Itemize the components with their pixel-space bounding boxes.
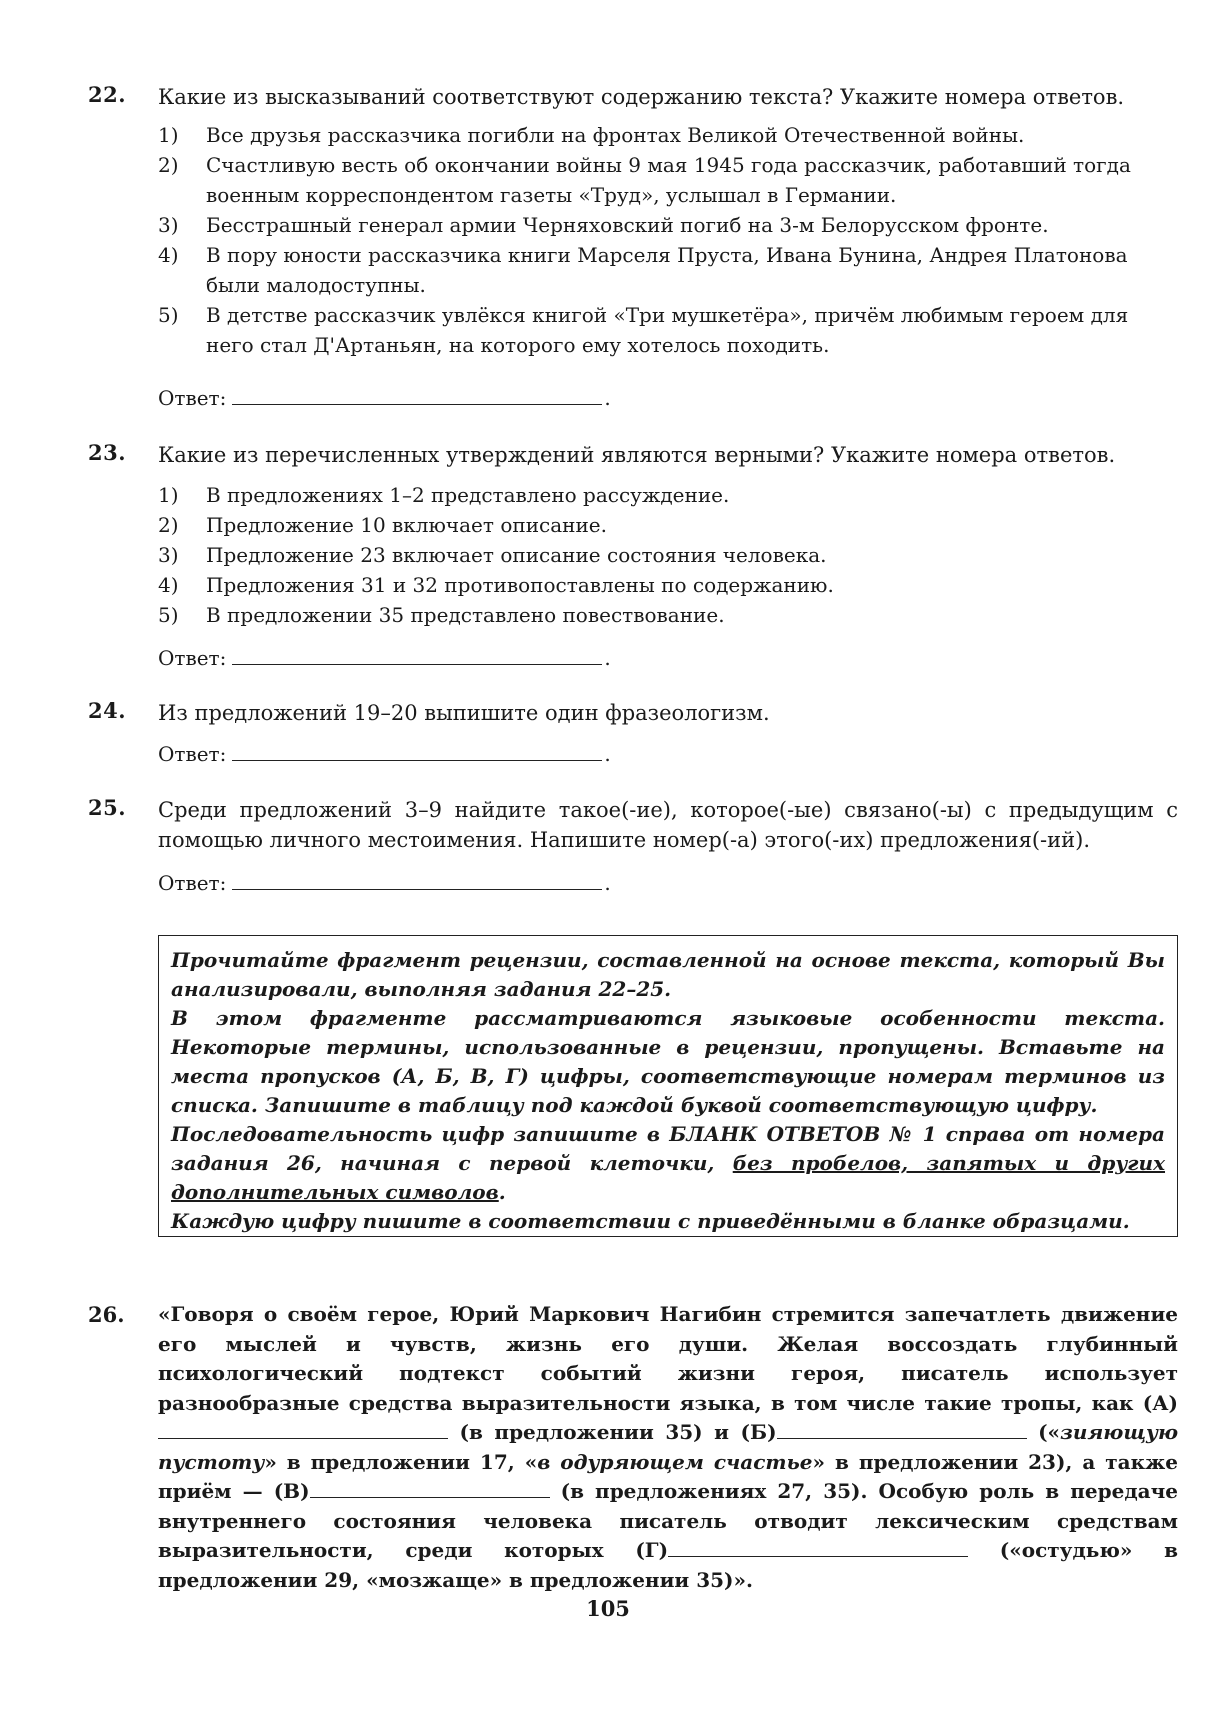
option-text: Предложение 23 включает описание состояния человека. <box>206 543 827 567</box>
option <box>158 600 1178 630</box>
answer-label: Ответ: <box>158 742 227 766</box>
task-question: Какие из высказываний соответствуют содержанию текста? Укажите номера ответов. <box>158 85 1125 109</box>
task-number: 22. <box>88 82 127 107</box>
review-quote: в одуряющем счастье <box>537 1449 813 1474</box>
review-quote: зияющую пустоту <box>158 1420 1178 1474</box>
option-number: 1) <box>158 123 179 147</box>
answer-field[interactable] <box>232 382 602 405</box>
review-text: » в предложении 17, « <box>264 1449 538 1474</box>
instruction-text: . <box>498 1180 506 1204</box>
gap-g[interactable] <box>668 1538 968 1557</box>
task-number: 23. <box>88 440 127 465</box>
instruction-paragraph: Прочитайте фрагмент рецензии, составленной на основе текста, который Вы анализировали, выполняя задания 22–25. <box>171 948 1165 1001</box>
page-number: 105 <box>586 1596 630 1621</box>
answer-label: Ответ: <box>158 646 227 670</box>
review-text: «Говоря о своём герое, Юрий Маркович Нагибин стремится запечатлеть движение его мыслей и чувств, жизнь его души. Желая воссоздать глубинный психологический подтекст событий жизни героя, писатель использует разнообразные средства выразительности языка, в том числе такие тропы, как (А) <box>158 1302 1178 1415</box>
option <box>158 570 1178 600</box>
review-text: (в предложении 35) и (Б) <box>448 1420 777 1444</box>
instruction-paragraph: Каждую цифру пишите в соответствии с приведёнными в бланке образцами. <box>171 1209 1130 1233</box>
answer-row <box>158 382 611 413</box>
review-text: (« <box>1026 1420 1061 1444</box>
instruction-text: Последовательность цифр запишите в БЛАНК ОТВЕТОВ № 1 справа от номера задания 26, начиная с первой клеточки, <box>171 1122 1165 1175</box>
option-text: В предложениях 1–2 представлено рассуждение. <box>206 483 730 507</box>
option <box>158 240 1178 300</box>
option-number: 4) <box>158 573 179 597</box>
gap-b[interactable] <box>777 1420 1027 1439</box>
task-question: Из предложений 19–20 выпишите один фразеологизм. <box>158 701 770 725</box>
task-number: 26. <box>88 1302 125 1327</box>
answer-row <box>158 867 611 898</box>
option <box>158 210 1178 240</box>
option-number: 1) <box>158 483 179 507</box>
task-question: Среди предложений 3–9 найдите такое(-ие), которое(-ые) связано(-ы) с предыдущим с помощью личного местоимения. Напишите номер(-а) этого(-их) предложения(-ий). <box>158 798 1178 852</box>
task-question: Какие из перечисленных утверждений являются верными? Укажите номера ответов. <box>158 443 1116 467</box>
option-text: Бесстрашный генерал армии Черняховский погиб на 3-м Белорусском фронте. <box>206 213 1049 237</box>
option-number: 5) <box>158 303 179 327</box>
option <box>158 510 1178 540</box>
answer-label: Ответ: <box>158 871 227 895</box>
option-text: В детстве рассказчик увлёкся книгой «Три мушкетёра», причём любимым героем для него стал Д'Артаньян, на которого ему хотелось походить. <box>206 303 1129 357</box>
answer-field[interactable] <box>232 642 602 665</box>
option-text: В предложении 35 представлено повествование. <box>206 603 725 627</box>
task-number: 24. <box>88 698 127 723</box>
review-text: » в предложении 23), а также приём — (В) <box>158 1449 1178 1503</box>
task-26-text <box>158 1300 1178 1595</box>
review-text: (в предложениях 27, 35). Особую роль в передаче внутреннего состояния человека писатель отводит лексическим средствам выразительности, среди которых (Г) <box>158 1479 1178 1562</box>
answer-row <box>158 642 611 673</box>
option <box>158 300 1178 360</box>
option-number: 2) <box>158 153 179 177</box>
option-text: Счастливую весть об окончании войны 9 мая 1945 года рассказчик, работавший тогда военным корреспондентом газеты «Труд», услышал в Германии. <box>206 153 1131 207</box>
option-text: Предложение 10 включает описание. <box>206 513 607 537</box>
gap-v[interactable] <box>310 1479 550 1498</box>
option-number: 3) <box>158 213 179 237</box>
option-text: Предложения 31 и 32 противопоставлены по содержанию. <box>206 573 834 597</box>
answer-row <box>158 738 611 769</box>
option-text: В пору юности рассказчика книги Марселя Пруста, Ивана Бунина, Андрея Платонова были малодоступны. <box>206 243 1128 297</box>
answer-end: . <box>604 646 611 670</box>
instructions-box <box>158 935 1178 1237</box>
answer-label: Ответ: <box>158 386 227 410</box>
option-number: 5) <box>158 603 179 627</box>
options-list <box>158 480 1178 630</box>
answer-field[interactable] <box>232 867 602 890</box>
option <box>158 540 1178 570</box>
instruction-underlined: без пробелов, запятых и других дополнительных символов <box>171 1151 1166 1204</box>
instruction-paragraph <box>171 1120 1165 1207</box>
option-number: 2) <box>158 513 179 537</box>
instruction-paragraph: В этом фрагменте рассматриваются языковые особенности текста. Некоторые термины, использованные в рецензии, пропущены. Вставьте на места пропусков (А, Б, В, Г) цифры, соответствующие номерам терминов из списка. Запишите в таблицу под каждой буквой соответствующую цифру. <box>171 1006 1165 1117</box>
option <box>158 480 1178 510</box>
option-number: 4) <box>158 243 179 267</box>
option <box>158 150 1178 210</box>
review-text: («остудью» в предложении 29, «мозжаще» в предложении 35)». <box>158 1538 1178 1592</box>
option-number: 3) <box>158 543 179 567</box>
answer-field[interactable] <box>232 738 602 761</box>
answer-end: . <box>604 742 611 766</box>
answer-end: . <box>604 386 611 410</box>
task-number: 25. <box>88 795 127 820</box>
option-text: Все друзья рассказчика погибли на фронтах Великой Отечественной войны. <box>206 123 1025 147</box>
answer-end: . <box>604 871 611 895</box>
options-list <box>158 120 1178 360</box>
gap-a[interactable] <box>158 1420 448 1439</box>
option <box>158 120 1178 150</box>
